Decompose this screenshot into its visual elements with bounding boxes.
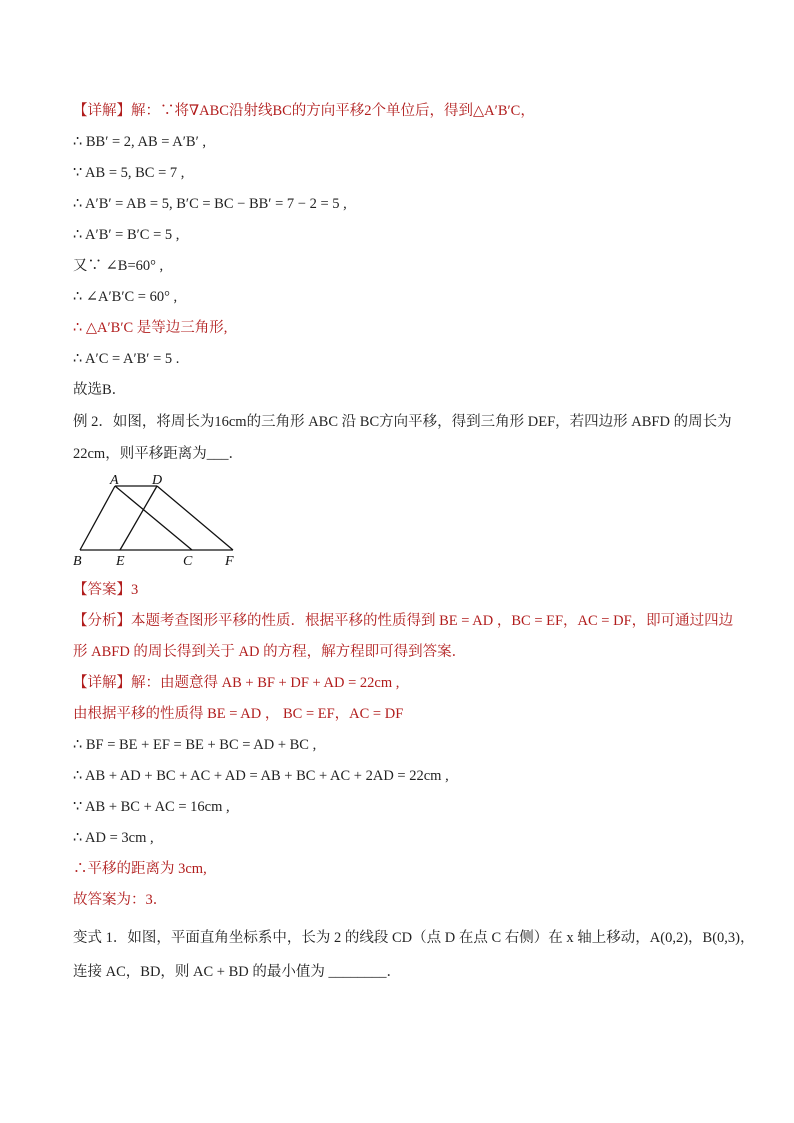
solution1-line5: ∴ A′B′ = B′C = 5 , (73, 227, 180, 243)
label-F: F (225, 554, 234, 569)
variant1-line1: 变式 1．如图，平面直角坐标系中，长为 2 的线段 CD（点 D 在点 C 右侧）在 x 轴上移动，A(0,2)，B(0,3)， (73, 930, 755, 946)
solution1-line2: ∴ BB′ = 2, AB = A′B′ , (73, 134, 206, 150)
solution1-line7: ∴ ∠A′B′C = 60° , (73, 289, 178, 305)
example2-line2: 22cm，则平移距离为___． (73, 446, 243, 462)
analysis-line1: 【分析】本题考查图形平移的性质．根据平移的性质得到 BE = AD ，BC = EF，AC = DF，即可通过四边 (73, 613, 734, 629)
answer-line: 【答案】3 (73, 582, 139, 598)
variant1-line2: 连接 AC，BD，则 AC + BD 的最小值为 ________． (73, 964, 401, 980)
solution2-line4: ∴ AB + AD + BC + AC + AD = AB + BC + AC + 2AD = 22cm , (73, 768, 449, 784)
solution2-line7: ∴平移的距离为 3cm, (73, 861, 207, 877)
solution1-line3: ∵ AB = 5, BC = 7 , (73, 165, 185, 181)
solution2-line3: ∴ BF = BE + EF = BE + BC = AD + BC , (73, 737, 317, 753)
solution2-conclusion: 故答案为：3． (73, 892, 168, 908)
solution1-line1: 【详解】解：∵将∇ABC沿射线BC的方向平移2个单位后，得到△A′B′C， (73, 103, 535, 119)
translation-figure (70, 470, 270, 570)
label-E: E (116, 554, 125, 569)
label-B: B (73, 554, 82, 569)
solution1-conclusion: 故选B． (73, 382, 127, 398)
analysis-line2: 形 ABFD 的周长得到关于 AD 的方程，解方程即可得到答案． (73, 644, 467, 660)
solution2-line2: 由根据平移的性质得 BE = AD ， BC = EF，AC = DF (73, 706, 404, 722)
label-A: A (110, 473, 119, 488)
solution2-line1: 【详解】解：由题意得 AB + BF + DF + AD = 22cm , (73, 675, 400, 691)
segment-AB (80, 486, 115, 550)
label-C: C (183, 554, 193, 569)
solution1-line8: ∴ △A′B′C 是等边三角形, (73, 320, 228, 336)
solution1-line6: 又∵ ∠B=60° , (73, 258, 164, 274)
solution2-line5: ∵ AB + BC + AC = 16cm , (73, 799, 230, 815)
solution2-line6: ∴ AD = 3cm , (73, 830, 154, 846)
solution1-line4: ∴ A′B′ = AB = 5, B′C = BC − BB′ = 7 − 2 = 5 , (73, 196, 347, 212)
example2-line1: 例 2．如图，将周长为16cm的三角形 ABC 沿 BC方向平移，得到三角形 DEF，若四边形 ABFD 的周长为 (73, 414, 732, 430)
segment-DF (157, 486, 233, 550)
label-D: D (152, 473, 163, 488)
solution1-line9: ∴ A′C = A′B′ = 5 . (73, 351, 180, 367)
segment-AC (115, 486, 192, 550)
